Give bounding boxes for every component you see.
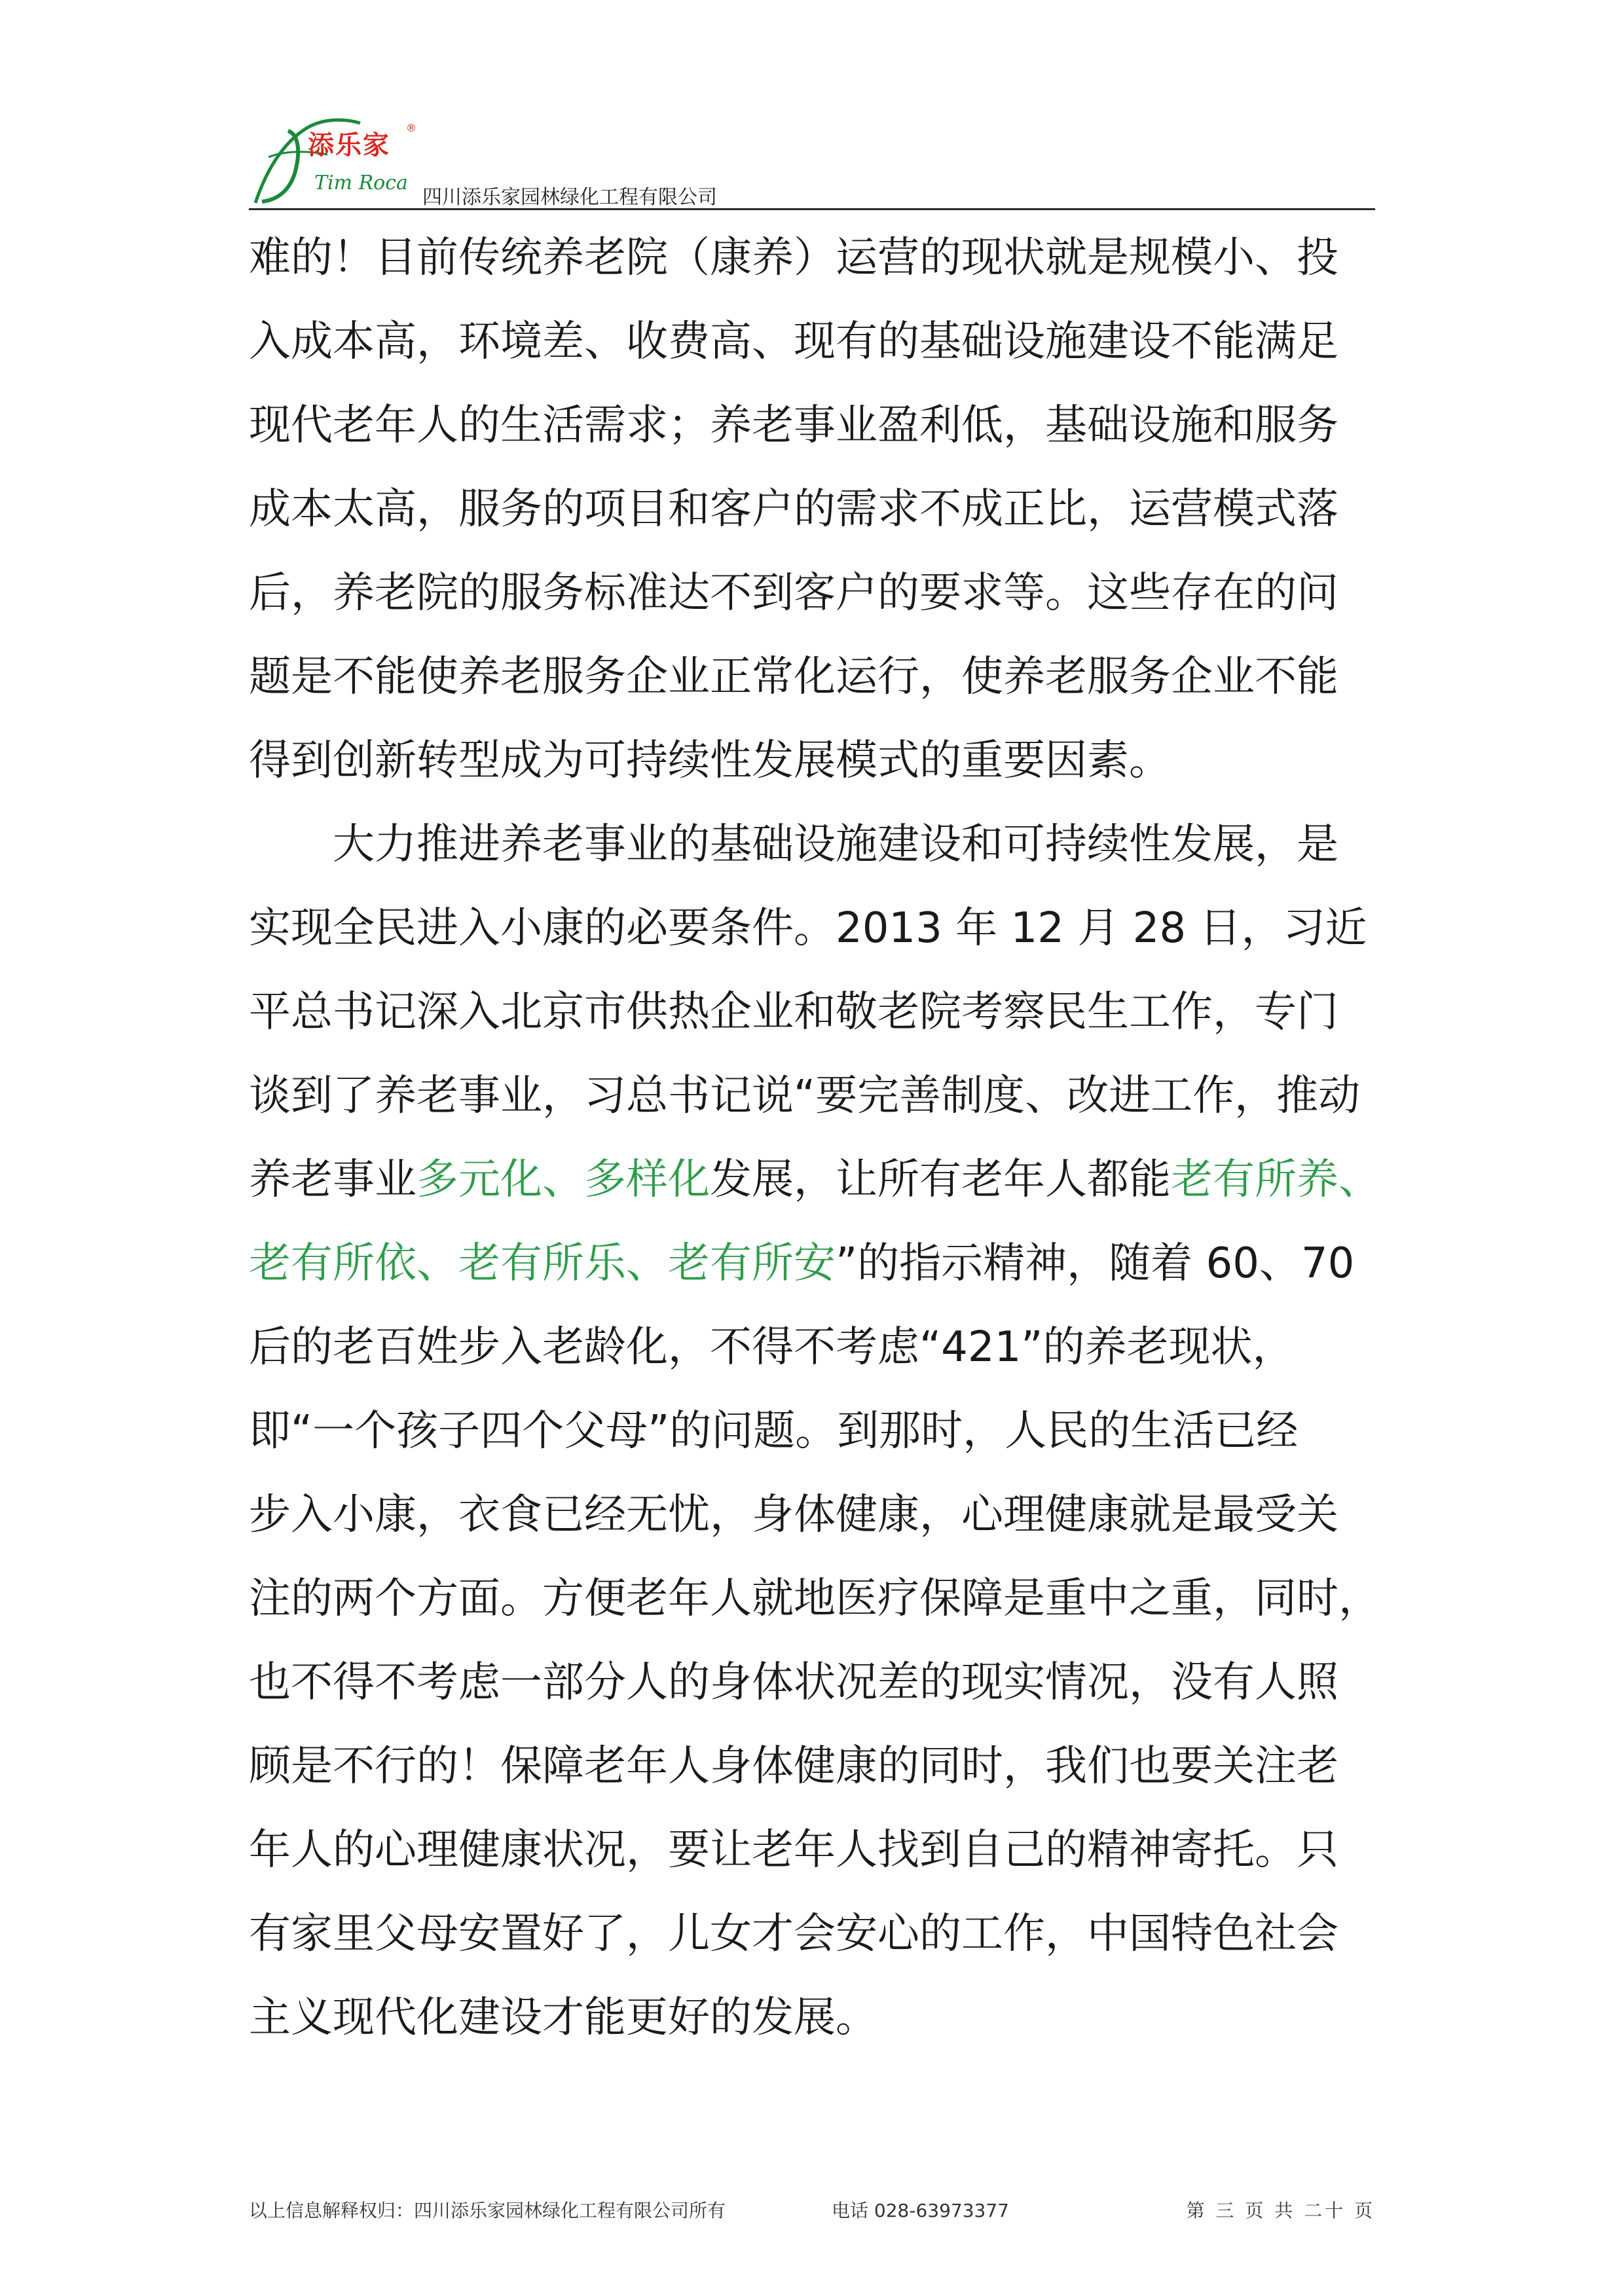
header-divider [249,208,1375,210]
text-line: 后的老百姓步入老龄化，不得不考虑“421”的养老现状， [249,1323,1295,1372]
text-line: 主义现代化建设才能更好的发展。 [249,1994,877,2042]
text-line: 现代老年人的生活需求；养老事业盈利低，基础设施和服务 [249,401,1338,450]
brand-name-cn: 添乐家 [308,130,390,160]
text-line: 入成本高，环境差、收费高、现有的基础设施建设不能满足 [249,318,1338,366]
text-line: 平总书记深入北京市供热企业和敬老院考察民生工作，专门 [249,988,1338,1036]
page-header [249,111,1375,210]
text-line: 成本太高，服务的项目和客户的需求不成正比，运营模式落 [249,485,1338,534]
page-number: 第 三 页 共 二十 页 [1186,2200,1375,2221]
paragraph-start-line: 大力推进养老事业的基础设施建设和可持续性发展，是 [333,820,1338,869]
highlight-text: 多元化、多样化 [416,1156,710,1204]
text-line: 老有所依、老有所乐、老有所安”的指示精神，随着 60、70 [249,1239,1355,1288]
page-footer [249,2196,1375,2223]
text-line: 得到创新转型成为可持续性发展模式的重要因素。 [249,737,1171,785]
text-line: 年人的心理健康状况，要让老年人找到自己的精神寄托。只 [249,1826,1338,1874]
text-line: 难的！目前传统养老院（康养）运营的现状就是规模小、投 [249,234,1338,282]
text-line: 步入小康，衣食已经无忧，身体健康，心理健康就是最受关 [249,1491,1338,1539]
text-line: 题是不能使养老服务企业正常化运行，使养老服务企业不能 [249,653,1338,701]
text-line: 顾是不行的！保障老年人身体健康的同时，我们也要关注老 [249,1742,1338,1791]
brand-name-en: Tim Roca [314,172,408,194]
footer-phone: 电话 028-63973377 [832,2200,1009,2221]
footer-rights: 以上信息解释权归：四川添乐家园林绿化工程有限公司所有 [249,2200,726,2221]
company-name: 四川添乐家园林绿化工程有限公司 [422,186,717,209]
text-line: 有家里父母安置好了，儿女才会安心的工作，中国特色社会 [249,1910,1338,1958]
text-line: 养老事业多元化、多样化发展，让所有老年人都能老有所养、 [249,1156,1380,1204]
highlight-text: 老有所养、 [1171,1156,1380,1204]
text-line: 即“一个孩子四个父母”的问题。到那时，人民的生活已经 [249,1407,1299,1455]
text-line: 谈到了养老事业，习总书记说“要完善制度、改进工作，推动 [249,1072,1361,1120]
document-body [249,216,1380,2060]
highlight-text: 老有所依、老有所乐、老有所安 [249,1239,836,1288]
company-logo [249,111,445,210]
registered-mark: ® [406,122,416,134]
text-line: 实现全民进入小康的必要条件。2013 年 12 月 28 日，习近 [249,904,1367,953]
text-line: 注的两个方面。方便老年人就地医疗保障是重中之重，同时， [249,1575,1380,1623]
text-line: 也不得不考虑一部分人的身体状况差的现实情况，没有人照 [249,1658,1338,1707]
text-line: 后，养老院的服务标准达不到客户的要求等。这些存在的问 [249,569,1338,617]
